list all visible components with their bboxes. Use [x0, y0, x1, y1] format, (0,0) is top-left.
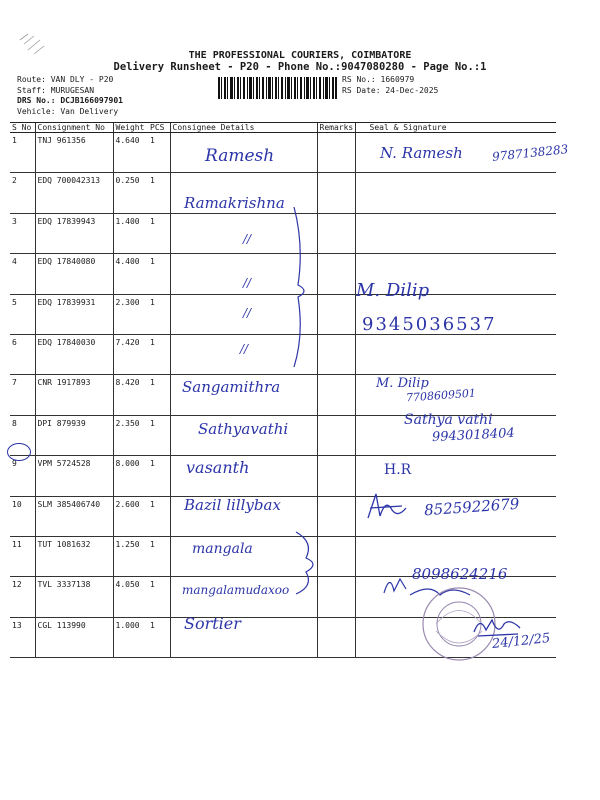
row-weight: 1.400 — [113, 213, 148, 253]
row-weight: 4.640 — [113, 133, 148, 173]
hw-consignee-9: vasanth — [186, 458, 250, 477]
hw-phone-7: 7708609501 — [405, 386, 477, 405]
row-remarks-cell — [317, 577, 355, 617]
row-remarks-cell — [317, 294, 355, 334]
row-weight: 2.600 — [113, 496, 148, 536]
row-weight: 1.000 — [113, 617, 148, 657]
company-title: THE PROFESSIONAL COURIERS, COIMBATORE — [188, 50, 412, 61]
hw-signature-9: H.R — [384, 462, 412, 478]
row-pcs: 1 — [148, 133, 170, 173]
row-remarks-cell — [317, 334, 355, 374]
row-remarks-cell — [317, 254, 355, 294]
col-signature: Seal & Signature — [355, 123, 556, 133]
table-row — [10, 254, 556, 294]
row-consignment: EDQ 17840080 — [35, 254, 113, 294]
row-remarks-cell — [317, 133, 355, 173]
row-remarks-cell — [317, 375, 355, 415]
hw-signature-7: M. Dilip — [376, 376, 429, 391]
row-weight: 8.420 — [113, 375, 148, 415]
row-sno: 9 — [10, 456, 35, 496]
row-weight: 4.050 — [113, 577, 148, 617]
table-row — [10, 133, 556, 173]
row-consignment: DPI 879939 — [35, 415, 113, 455]
row-weight: 4.400 — [113, 254, 148, 294]
row-sno: 13 — [10, 617, 35, 657]
row-sno: 12 — [10, 577, 35, 617]
hw-signature-8: Sathya vathi — [404, 412, 493, 428]
row-sno: 10 — [10, 496, 35, 536]
hw-ditto-3: // — [243, 232, 252, 246]
row-sno: 4 — [10, 254, 35, 294]
rs-info — [342, 75, 438, 96]
row-remarks-cell — [317, 536, 355, 576]
rs-date: RS Date: 24-Dec-2025 — [342, 85, 439, 95]
row-pcs: 1 — [148, 334, 170, 374]
row-sno: 5 — [10, 294, 35, 334]
hw-consignee-8: Sathyavathi — [198, 420, 289, 438]
route-label: Route: VAN DLY - P20 — [17, 75, 114, 84]
hw-consignee-7: Sangamithra — [182, 378, 281, 396]
col-consignment: Consignment No — [35, 123, 113, 133]
col-consignee: Consignee Details — [170, 123, 317, 133]
barcode-image — [218, 77, 338, 99]
hw-phone-8: 9943018404 — [431, 425, 516, 446]
row-pcs: 1 — [148, 496, 170, 536]
bracket-mark — [290, 205, 314, 370]
row-sno: 11 — [10, 536, 35, 576]
hw-consignee-10: Bazil lillybax — [184, 496, 281, 514]
row-pcs: 1 — [148, 294, 170, 334]
rs-number: RS No.: 1660979 — [342, 75, 415, 84]
row-sno: 7 — [10, 375, 35, 415]
row-weight: 7.420 — [113, 334, 148, 374]
route-info — [17, 75, 123, 117]
row-sno: 8 — [10, 415, 35, 455]
row-pcs: 1 — [148, 415, 170, 455]
row-sno: 3 — [10, 213, 35, 253]
hw-consignee-12: mangalamudaxoo — [182, 583, 290, 597]
row-sno: 1 — [10, 133, 35, 173]
row-consignment: TNJ 961356 — [35, 133, 113, 173]
col-remarks: Remarks — [317, 123, 355, 133]
row-pcs: 1 — [148, 375, 170, 415]
row-pcs: 1 — [148, 213, 170, 253]
row-consignment: SLM 385406740 — [35, 496, 113, 536]
row-remarks-cell — [317, 456, 355, 496]
hw-consignee-11: mangala — [192, 541, 253, 557]
row-consignment: EDQ 17839931 — [35, 294, 113, 334]
row-remarks-cell — [317, 617, 355, 657]
table-row — [10, 334, 556, 374]
staff-label: Staff: MURUGESAN — [17, 85, 95, 95]
vehicle-label: Vehicle: Van Delivery — [17, 106, 119, 116]
table-row — [10, 213, 556, 253]
col-sno: S No — [10, 123, 35, 133]
row-sno: 6 — [10, 334, 35, 374]
row-remarks-cell — [317, 496, 355, 536]
row-remarks-cell — [317, 415, 355, 455]
row-weight: 1.250 — [113, 536, 148, 576]
hw-consignee-13: Sortier — [184, 614, 241, 633]
row-pcs: 1 — [148, 577, 170, 617]
row-remarks-cell — [317, 213, 355, 253]
drs-number: DRS No.: DCJB166097901 — [17, 96, 123, 105]
signature-squiggle-10 — [362, 488, 412, 524]
hw-phone-1: 9787138283 — [491, 142, 569, 164]
hw-phone-10: 8525922679 — [423, 494, 520, 520]
row-consignment: CNR 1917893 — [35, 375, 113, 415]
row-remarks-cell — [317, 173, 355, 213]
hw-signature-5: M. Dilip — [356, 280, 430, 301]
row-consignment: EDQ 17840030 — [35, 334, 113, 374]
row-weight: 0.250 — [113, 173, 148, 213]
circled-row-mark — [7, 443, 31, 461]
row-signature-cell — [355, 334, 556, 374]
hw-phone-5: 9345036537 — [362, 314, 497, 335]
row-pcs: 1 — [148, 536, 170, 576]
hw-date: 24/12/25 — [491, 630, 552, 653]
hw-ditto-4: // — [243, 276, 252, 290]
row-consignment: EDQ 17839943 — [35, 213, 113, 253]
hw-signature-1: N. Ramesh — [380, 144, 463, 162]
row-weight: 2.300 — [113, 294, 148, 334]
hw-ditto-5: // — [243, 306, 252, 320]
bracket-mark-lower — [292, 528, 322, 598]
row-sno: 2 — [10, 173, 35, 213]
row-consignment: TUT 1081632 — [35, 536, 113, 576]
runsheet-subtitle: Delivery Runsheet - P20 - Phone No.:9047080280 - Page No.:1 — [113, 61, 487, 73]
col-pcs: PCS — [148, 123, 170, 133]
row-signature-cell — [355, 213, 556, 253]
row-weight: 8.000 — [113, 456, 148, 496]
hw-consignee-2: Ramakrishna — [184, 194, 285, 212]
row-consignment: CGL 113990 — [35, 617, 113, 657]
row-pcs: 1 — [148, 617, 170, 657]
hw-consignee-1: Ramesh — [205, 146, 275, 166]
col-weight: Weight — [113, 123, 148, 133]
row-consignment: TVL 3337138 — [35, 577, 113, 617]
hw-ditto-6: // — [240, 342, 249, 356]
row-weight: 2.350 — [113, 415, 148, 455]
row-consignment: VPM 5724528 — [35, 456, 113, 496]
row-signature-cell — [355, 173, 556, 213]
row-consignment: EDQ 700042313 — [35, 173, 113, 213]
table-row — [10, 456, 556, 496]
row-pcs: 1 — [148, 254, 170, 294]
hw-phone-12: 8098624216 — [412, 565, 508, 583]
table-header-row — [10, 123, 556, 133]
row-pcs: 1 — [148, 456, 170, 496]
row-pcs: 1 — [148, 173, 170, 213]
